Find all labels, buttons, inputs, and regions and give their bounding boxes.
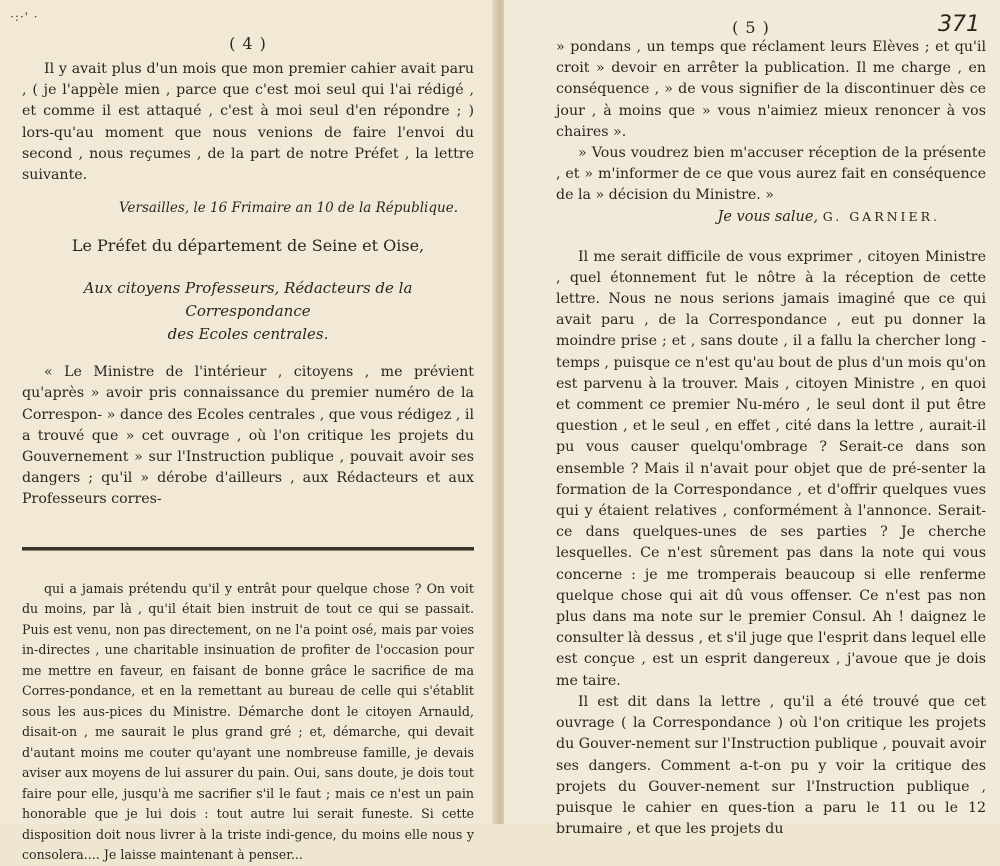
letter-signature bbox=[556, 209, 940, 225]
signature-salutation: Je vous salue, bbox=[717, 208, 819, 225]
footnote-text: qui a jamais prétendu qu'il y entrât pour quelque chose ? On voit du moins, par là , qu'il était bien instruit de tout ce qui se passait. Puis est venu, non pas directement, on ne l'a point osé, mais par voies in-directes , une charitable insinuation de profiter de l'occasion pour me mettre en faveur, en faisant de bonne grâce le sacrifice de ma Corres-pondance, et en la remettant au bureau de celle qui s'établit sous les aus-pices du Ministre. Démarche dont le citoyen Arnauld, disait-on , me saurait le plus grand gré ; et, démarche, qui devait d'autant moins me couter qu'ayant une nombreuse famille, je devais aviser aux moyens de lui assurer du pain. Oui, sans doute, je dois tout faire pour elle, jusqu'à me sacrifier s'il le faut ; mais ce n'est un pain honorable que je lui dois : tout autre lui serait funeste. Si cette disposition doit nous livrer à la triste indi-gence, du moins elle nous y consolera.... Je laisse maintenant à penser... bbox=[22, 580, 474, 863]
letter-date: Versailles, le 16 Frimaire an 10 de la République. bbox=[119, 200, 458, 217]
intro-paragraph: Il y avait plus d'un mois que mon premier cahier avait paru , ( je l'appèle mien , parce que c'est moi seul qui l'ai rédigé , et comme il est attaqué , c'est à moi seul d'en répondre ; ) lors-qu'au moment que nous venions de faire l'envoi du second , nous reçumes , de la part de notre Préfet , la lettre suivante. bbox=[22, 61, 474, 184]
letter-quote-closing: » Vous voudrez bien m'accuser réception de la présente , et » m'informer de ce que vous aurez fait en conséquence de la » décision du Ministre. » bbox=[556, 145, 986, 204]
left-page bbox=[0, 0, 496, 863]
letter-quote-continued: » pondans , un temps que réclament leurs Elèves ; et qu'il croit » devoir en arrêter la publication. Il me charge , en conséquence , » de vous signifier de la discontinuer dès ce jour , à moins que » vous n'aimiez mieux renoncer à vos chaires ». bbox=[556, 39, 986, 140]
letter-heading: Le Préfet du département de Seine et Oise, bbox=[71, 236, 425, 256]
page-number-right: ( 5 ) bbox=[732, 18, 770, 37]
right-page bbox=[504, 0, 1000, 838]
reply-paragraph-2: Il est dit dans la lettre , qu'il a été trouvé que cet ouvrage ( la Correspondance ) où l'on critique les projets du Gouver-nement sur l'Instruction publique , pouvait avoir ses dangers. Comment a-t-on pu y voir la critique des projets du Gouver-nement sur l'Instruction publique , puisque le cahier en ques-tion a paru le 11 ou le 12 brumaire , et que les projets du bbox=[556, 693, 986, 838]
footnote-divider bbox=[22, 547, 474, 551]
address-line-2: des Ecoles centrales. bbox=[167, 325, 329, 344]
letter-quote: « Le Ministre de l'intérieur , citoyens , me prévient qu'après » avoir pris connaissance du premier numéro de la Correspon- » dance des Ecoles centrales , que vous rédigez , il a trouvé que » cet ouvrage , où l'on critique les projets du Gouvernement » sur l'Instruction publique , pouvait avoir ses dangers ; qu'il » dérobe d'ailleurs , aux Rédacteurs et aux Professeurs corres- bbox=[22, 364, 474, 508]
reply-paragraph-1: Il me serait difficile de vous exprimer , citoyen Ministre , quel étonnement fut le nôtre à la réception de cette lettre. Nous ne nous serions jamais imaginé que ce qui avait paru , de la Correspondance , eut pu donner la moindre prise ; et , sans doute , il a fallu la chercher long - temps , puisque ce n'est qu'au bout de plus d'un mois qu'on est parvenu à la trouver. Mais , citoyen Ministre , en quoi et comment ce premier Nu-méro , le seul dont il put être question , et le seul , en effet , cité dans la lettre , aurait-il pu vous causer quelqu'ombrage ? Serait-ce dans son ensemble ? Mais il n'avait pour objet que de pré-senter la formation de la Correspondance , et d'offrir quelques vues qui y étaient relatives , conformément à l'annonce. Serait-ce dans quelques-unes de ses parties ? Je cherche lesquelles. Ce n'est sûrement pas dans la note qui vous concerne : je me tromperais beaucoup si elle renferme quelque chose qui ait dû vous offenser. Ce n'est pas non plus dans ma note sur le premier Consul. Ah ! daignez le consulter là dessus , et s'il juge que l'esprit dans lequel elle est conçue , est un esprit dangereux , j'avoue que je dois me taire. bbox=[556, 248, 987, 689]
ink-marks: ·:·' · bbox=[10, 10, 39, 24]
page-number-left: ( 4 ) bbox=[229, 34, 267, 53]
signature-name: G. GARNIER. bbox=[822, 208, 940, 224]
address-line-1: Aux citoyens Professeurs, Rédacteurs de la Correspondance bbox=[83, 279, 413, 321]
letter-address bbox=[22, 277, 474, 346]
handwritten-folio-number: 371 bbox=[938, 12, 980, 37]
